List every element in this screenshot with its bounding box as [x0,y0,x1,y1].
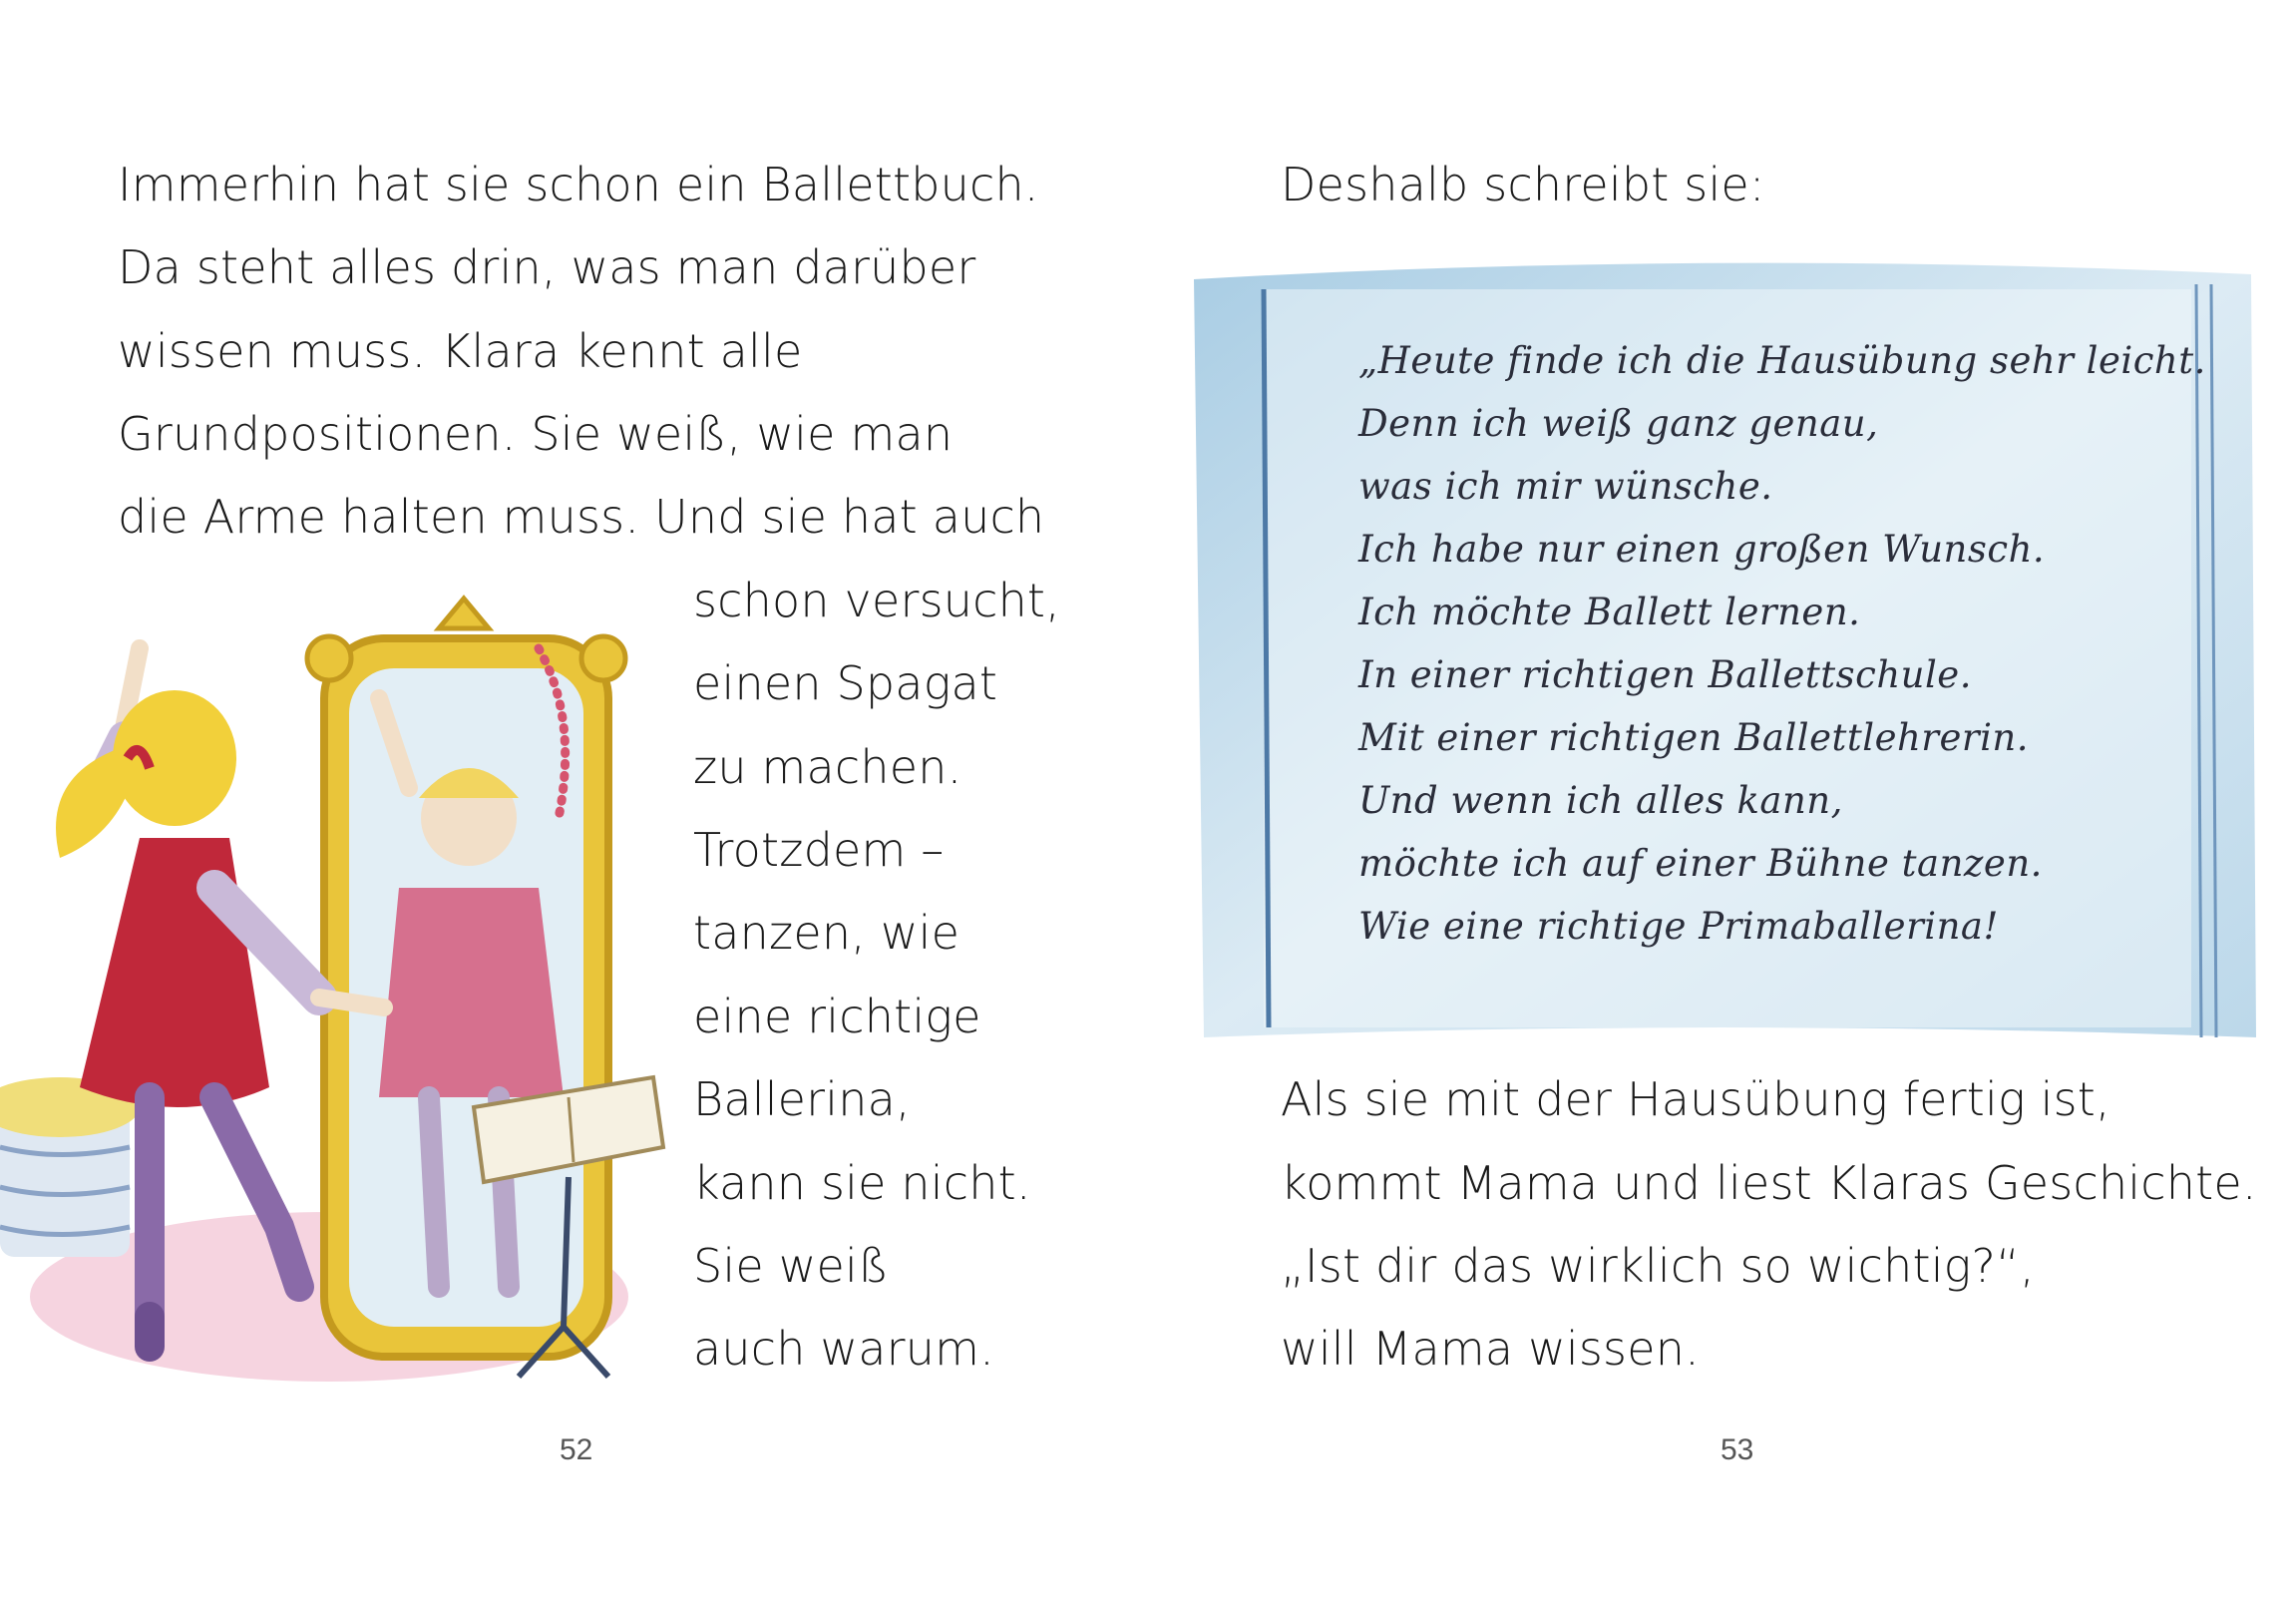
handwritten-line: was ich mir wünsche. [1358,465,1773,508]
handwritten-line: Wie eine richtige Primaballerina! [1358,905,1999,948]
handwritten-line: Ich habe nur einen großen Wunsch. [1358,528,2046,571]
text-line: eine richtige [693,990,981,1043]
text-line: Ballerina, [693,1072,911,1126]
handwritten-line: Und wenn ich alles kann, [1358,779,1843,822]
text-line: Trotzdem – [693,823,945,877]
handwritten-line: Denn ich weiß ganz genau, [1358,402,1879,445]
text-line: einen Spagat [693,656,998,710]
handwritten-line: Ich möchte Ballett lernen. [1358,591,1861,633]
handwritten-line: Mit einer richtigen Ballettlehrerin. [1358,716,2030,759]
text-line: will Mama wissen. [1281,1322,1700,1376]
text-line: Als sie mit der Hausübung fertig ist, [1281,1072,2110,1126]
gold-mirror [307,599,625,1357]
text-line: wissen muss. Klara kennt alle [118,324,803,378]
text-line: Da steht alles drin, was man darüber [118,240,976,294]
text-line: tanzen, wie [693,906,960,960]
intro-line: Deshalb schreibt sie: [1281,158,1765,211]
footstool [0,1077,140,1257]
text-line: schon versucht, [693,574,1060,627]
text-line: Immerhin hat sie schon ein Ballettbuch. [118,158,1039,211]
text-line: kommt Mama und liest Klaras Geschichte. [1281,1156,2257,1210]
notebook [1194,239,2261,1057]
page-number: 53 [1721,1433,1754,1466]
handwritten-line: „Heute finde ich die Hausübung sehr leicht. [1358,339,2206,382]
ballerina-mirror-illustration [0,589,668,1397]
text-line: kann sie nicht. [693,1156,1031,1210]
handwritten-line: möchte ich auf einer Bühne tanzen. [1358,842,2043,885]
text-line: Grundpositionen. Sie weiß, wie man [118,407,954,461]
text-line: zu machen. [693,740,962,794]
text-line: auch warum. [693,1322,994,1376]
handwritten-line: In einer richtigen Ballettschule. [1358,653,1972,696]
right-page [1148,0,2296,1609]
text-line: Sie weiß [693,1239,890,1293]
page-number: 52 [560,1433,593,1466]
text-line: „Ist dir das wirklich so wichtig?“, [1281,1239,2035,1293]
text-line: die Arme halten muss. Und sie hat auch [118,490,1045,544]
